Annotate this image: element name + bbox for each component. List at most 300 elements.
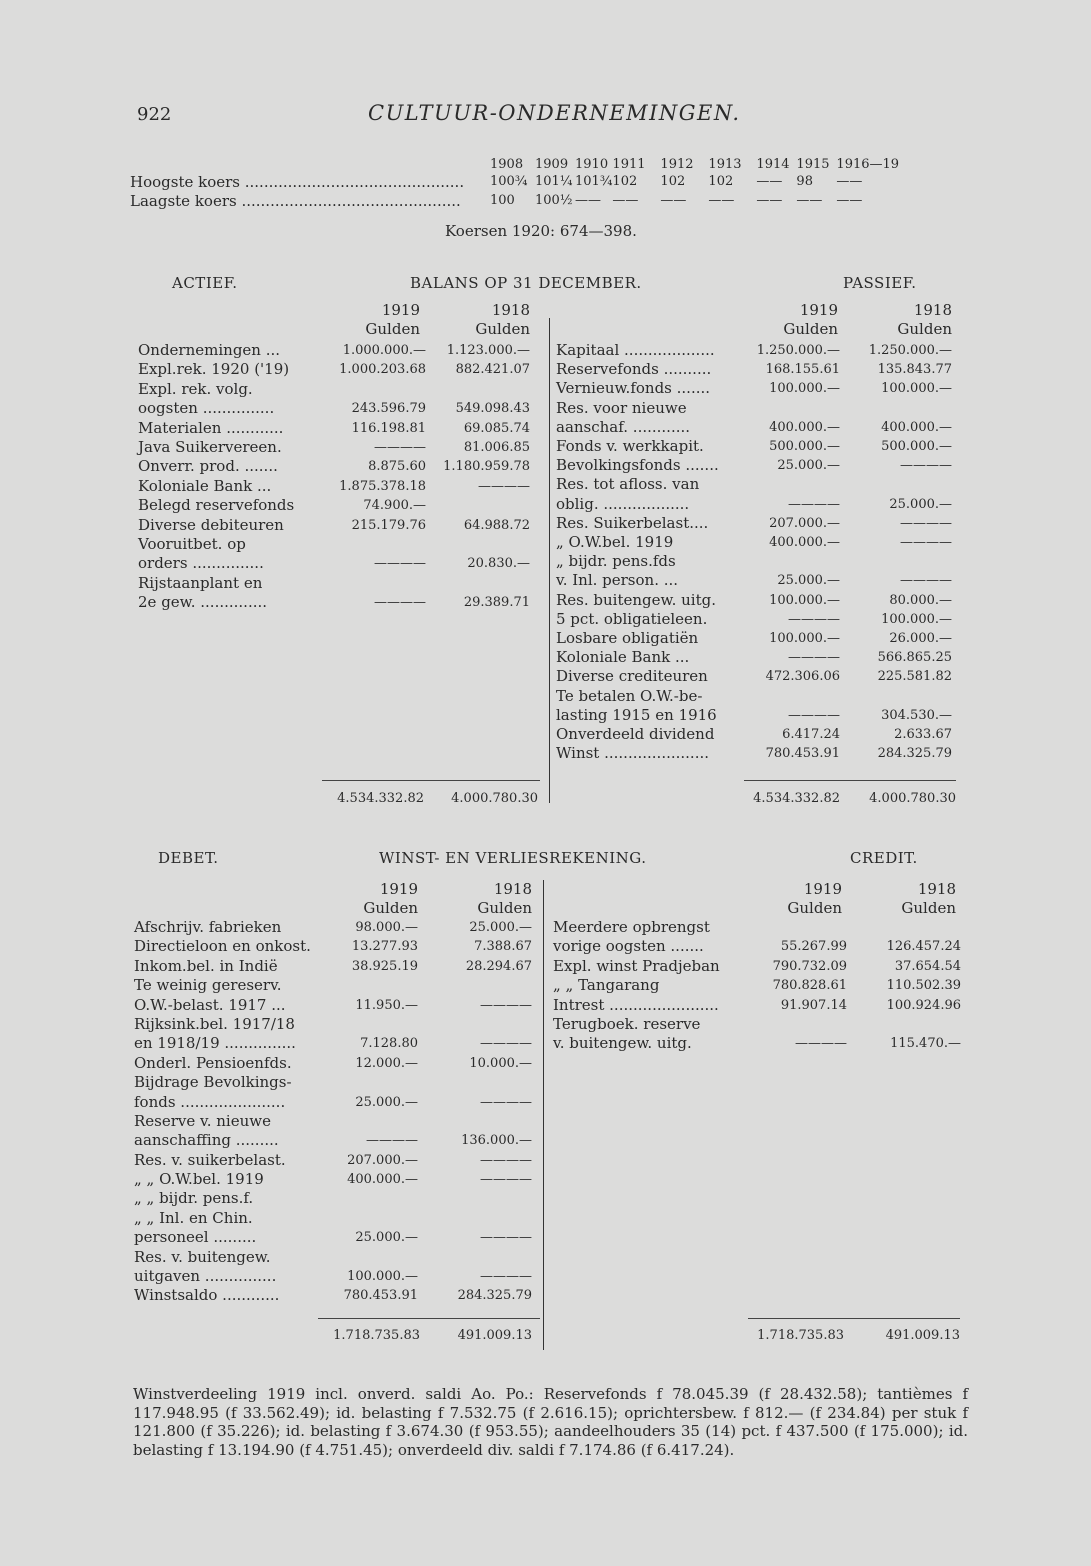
ledger-value-1918 — [426, 496, 530, 515]
ledger-value-1918: 500.000.— — [881, 439, 952, 455]
ledger-row — [138, 438, 530, 457]
year-cell: 1914 — [756, 157, 790, 172]
ledger-value-1919: 1.250.000.— — [756, 343, 840, 358]
koersen-value: 100 — [490, 193, 515, 208]
ledger-label: Res. Suikerbelast.... — [556, 513, 709, 532]
koersen-value: —— — [836, 174, 863, 189]
ledger-label: Expl.rek. 1920 ('19) — [138, 360, 290, 379]
ledger-row — [556, 379, 952, 398]
ledger-value-1919: 25.000.— — [355, 1230, 418, 1246]
ledger-label: Java Suikervereen. — [138, 437, 282, 456]
ledger-value-1918: 110.502.39 — [886, 978, 961, 994]
ledger-label: Meerdere opbrengst — [553, 918, 710, 936]
balans-passief-table — [556, 341, 952, 763]
winstverdeeling-note: Winstverdeeling 1919 incl. onverd. saldi Ao. Po.: Reservefonds f 78.045.39 (f 28.432.58); tantièmes f 117.948.95 (f 33.562.49); id. belasting f 7.532.75 (f 2.616.15); oprichtersbew. f 812.— (f 234.84) per stuk f 121.800 (f 35.226); id. belasting f 3.674.30 (f 953.55); aandeelhouders 35 (14) pct. f 437.500 (f 175.000); id. belasting f 13.194.90 (f 4.751.45); onverdeeld div. saldi f 7.174.86 (f 6.417.24). — [133, 1385, 968, 1459]
year-label: 1918 — [913, 301, 952, 319]
winst-right-total-rule — [748, 1318, 960, 1319]
ledger-row — [134, 1189, 532, 1208]
ledger-row — [138, 457, 530, 476]
ledger-label: aanschaf. ............ — [556, 417, 691, 436]
ledger-row — [556, 591, 952, 610]
unit-label: Gulden — [363, 899, 418, 917]
ledger-label: Koloniale Bank ... — [138, 476, 272, 495]
koersen-value: 102 — [612, 174, 638, 189]
ledger-label: Losbare obligatiën — [556, 629, 699, 648]
ledger-value-1918: 28.294.67 — [465, 958, 532, 974]
ledger-value-1919: ———— — [374, 595, 426, 611]
ledger-label: fonds ...................... — [134, 1092, 286, 1111]
ledger-label: Onverr. prod. ....... — [138, 457, 278, 476]
ledger-label: Vernieuw.fonds ....... — [556, 379, 711, 398]
koersen-value: —— — [756, 193, 783, 208]
ledger-value-1918 — [418, 1209, 532, 1228]
ledger-value-1919: 100.000.— — [769, 592, 840, 608]
ledger-value-1919: 13.277.93 — [351, 939, 418, 955]
ledger-value-1919: 100.000.— — [347, 1269, 418, 1285]
ledger-value-1918 — [418, 1248, 532, 1267]
ledger-row — [556, 533, 952, 552]
balans-passief-col2-head — [868, 301, 952, 339]
ledger-value-1919 — [338, 1073, 418, 1092]
ledger-value-1919 — [338, 380, 426, 399]
ledger-value-1918 — [418, 1189, 532, 1208]
koersen-row-label: Laagste koers .............................................. — [130, 192, 461, 210]
ledger-value-1918 — [418, 1073, 532, 1092]
ledger-row — [138, 554, 530, 573]
koersen-value: 98 — [796, 174, 813, 189]
ledger-value-1918: 284.325.79 — [457, 1288, 532, 1304]
ledger-label: Ondernemingen ... — [138, 341, 281, 359]
ledger-value-1918: 1.123.000.— — [446, 343, 530, 358]
ledger-value-1919: 780.453.91 — [765, 746, 840, 762]
ledger-label: Te weinig gereserv. — [134, 976, 282, 995]
ledger-row — [556, 706, 952, 725]
ledger-value-1918: 10.000.— — [469, 1055, 532, 1071]
ledger-row — [553, 957, 961, 976]
ledger-value-1919: 25.000.— — [777, 573, 840, 589]
ledger-value-1919: 1.875.378.18 — [339, 478, 426, 494]
ledger-value-1919: ———— — [366, 1133, 418, 1149]
ledger-value-1918: 304.530.— — [881, 707, 952, 723]
ledger-row — [556, 552, 952, 571]
ledger-value-1918: 2.633.67 — [894, 727, 952, 743]
ledger-value-1918: 100.000.— — [881, 611, 952, 627]
ledger-label: „ „ O.W.bel. 1919 — [134, 1170, 264, 1189]
ledger-value-1919: ———— — [788, 707, 840, 723]
ledger-value-1918: ———— — [478, 478, 530, 494]
ledger-row — [134, 1073, 532, 1092]
ledger-value-1919 — [752, 475, 840, 494]
koersen-row-high — [130, 173, 899, 192]
ledger-row — [134, 1228, 532, 1247]
ledger-row — [556, 610, 952, 629]
ledger-label: Diverse debiteuren — [138, 515, 284, 534]
ledger-value-1919 — [338, 1015, 418, 1034]
ledger-label: Res. v. suikerbelast. — [134, 1150, 286, 1169]
ledger-label: Winstsaldo ............ — [134, 1286, 280, 1305]
ledger-value-1918: 882.421.07 — [455, 362, 530, 378]
balans-divider — [549, 318, 550, 803]
ledger-value-1919 — [338, 1189, 418, 1208]
ledger-value-1918: 100.924.96 — [886, 997, 961, 1013]
ledger-value-1919 — [338, 1248, 418, 1267]
ledger-row — [138, 477, 530, 496]
winst-debet-col2-head — [452, 880, 532, 918]
ledger-label: Kapitaal ................... — [556, 341, 715, 359]
ledger-label: „ O.W.bel. 1919 — [556, 533, 674, 552]
ledger-row — [134, 1054, 532, 1073]
ledger-value-1918: 20.830.— — [467, 556, 530, 572]
ledger-label: Rijstaanplant en — [138, 573, 263, 592]
ledger-label: lasting 1915 en 1916 — [556, 705, 717, 724]
ledger-label: Te betalen O.W.-be- — [556, 686, 703, 705]
ledger-row — [138, 419, 530, 438]
ledger-label: Terugboek. reserve — [553, 1014, 701, 1033]
balans-left-title: ACTIEF. — [172, 274, 238, 292]
ledger-row — [134, 1151, 532, 1170]
ledger-value-1918: 126.457.24 — [886, 939, 961, 955]
ledger-label: Res. buitengew. uitg. — [556, 590, 716, 609]
ledger-value-1919: 11.950.— — [355, 997, 418, 1013]
ledger-value-1918: 135.843.77 — [877, 362, 952, 378]
ledger-row — [134, 1034, 532, 1053]
ledger-value-1919: 472.306.06 — [765, 669, 840, 685]
ledger-value-1919: 1.000.000.— — [342, 343, 426, 358]
ledger-row — [134, 1112, 532, 1131]
ledger-row — [553, 1034, 961, 1053]
ledger-row — [556, 571, 952, 590]
ledger-value-1918: ———— — [900, 458, 952, 474]
ledger-value-1918: 1.180.959.78 — [443, 459, 530, 475]
year-label: 1919 — [799, 301, 838, 319]
ledger-label: Onderl. Pensioenfds. — [134, 1053, 292, 1072]
ledger-value-1919: 38.925.19 — [351, 958, 418, 974]
ledger-value-1918: ———— — [900, 573, 952, 589]
winst-total-left-1919: 1.718.735.83 — [333, 1328, 420, 1343]
koersen-table — [130, 156, 899, 211]
year-cell: 1913 — [708, 157, 742, 172]
koersen-value: —— — [756, 174, 783, 189]
ledger-label: 5 pct. obligatieleen. — [556, 609, 708, 628]
ledger-label: Vooruitbet. op — [138, 534, 246, 553]
ledger-value-1919 — [338, 976, 418, 995]
year-cell: 1909 — [535, 157, 569, 172]
winst-total-right-1918: 491.009.13 — [885, 1328, 960, 1343]
ledger-value-1919: 6.417.24 — [782, 727, 840, 743]
ledger-value-1918: 1.250.000.— — [868, 343, 952, 358]
ledger-value-1918 — [840, 552, 952, 571]
ledger-row — [556, 687, 952, 706]
ledger-label: personeel ......... — [134, 1228, 257, 1247]
ledger-label: Reserve v. nieuwe — [134, 1111, 271, 1130]
ledger-label: Res. voor nieuwe — [556, 398, 687, 417]
ledger-value-1918: 100.000.— — [881, 381, 952, 397]
koersen-value: 102 — [708, 174, 734, 189]
ledger-row — [138, 380, 530, 399]
page-number: 922 — [137, 104, 172, 125]
ledger-value-1918: 26.000.— — [889, 631, 952, 647]
ledger-value-1919 — [752, 687, 840, 706]
year-cell: 1908 — [490, 157, 524, 172]
winst-debet-table — [134, 918, 532, 1306]
ledger-value-1918: 64.988.72 — [463, 517, 530, 533]
ledger-value-1919: 98.000.— — [355, 920, 418, 935]
ledger-value-1918 — [426, 574, 530, 593]
year-label: 1919 — [379, 880, 418, 898]
koersen-value: 101¾ — [575, 174, 613, 189]
ledger-value-1919: 7.128.80 — [360, 1036, 418, 1052]
ledger-row — [556, 495, 952, 514]
ledger-value-1919: 8.875.60 — [368, 459, 426, 475]
ledger-value-1919: 400.000.— — [769, 419, 840, 435]
koersen-years-row — [130, 156, 899, 173]
ledger-label: v. Inl. person. ... — [556, 571, 679, 590]
ledger-label: Onverdeeld dividend — [556, 725, 715, 744]
koersen-value: —— — [796, 193, 823, 208]
balans-total-left-1919: 4.534.332.82 — [337, 791, 424, 806]
ledger-value-1918: 25.000.— — [889, 496, 952, 512]
koersen-row-low — [130, 192, 899, 211]
winst-right-title: CREDIT. — [850, 849, 918, 867]
ledger-value-1919 — [752, 552, 840, 571]
ledger-row — [138, 593, 530, 612]
ledger-value-1919 — [757, 1015, 847, 1034]
ledger-label: O.W.-belast. 1917 ... — [134, 995, 286, 1014]
ledger-value-1919: 100.000.— — [769, 631, 840, 647]
ledger-row — [553, 996, 961, 1015]
winst-credit-col1-head — [764, 880, 842, 918]
ledger-value-1919: 400.000.— — [769, 535, 840, 551]
ledger-value-1919: 780.453.91 — [343, 1288, 418, 1304]
ledger-row — [138, 496, 530, 515]
year-cell: 1912 — [660, 157, 694, 172]
balans-total-left-1918: 4.000.780.30 — [451, 791, 538, 806]
year-cell: 1916—19 — [836, 157, 900, 172]
koersen-note: Koersen 1920: 674—398. — [445, 222, 637, 240]
koersen-row-label: Hoogste koers .............................................. — [130, 173, 465, 191]
year-cell: 1911 — [612, 157, 646, 172]
unit-label: Gulden — [901, 899, 956, 917]
ledger-row — [556, 437, 952, 456]
ledger-row — [134, 1170, 532, 1189]
ledger-row — [553, 1015, 961, 1034]
ledger-row — [556, 399, 952, 418]
balans-right-title: PASSIEF. — [843, 274, 917, 292]
ledger-value-1918 — [847, 918, 961, 937]
balans-right-total-rule — [744, 780, 956, 781]
ledger-value-1919 — [338, 1209, 418, 1228]
ledger-value-1918: ———— — [480, 1036, 532, 1052]
ledger-label: vorige oogsten ....... — [553, 937, 704, 956]
ledger-row — [556, 667, 952, 686]
ledger-value-1919: ———— — [374, 439, 426, 455]
unit-label: Gulden — [897, 320, 952, 338]
ledger-row — [556, 629, 952, 648]
ledger-row — [134, 957, 532, 976]
koersen-value: —— — [836, 193, 863, 208]
ledger-row — [553, 918, 961, 937]
ledger-value-1919: 55.267.99 — [780, 939, 847, 955]
balans-actief-table — [138, 341, 530, 612]
ledger-value-1918: 29.389.71 — [463, 595, 530, 611]
ledger-value-1919: 116.198.81 — [351, 420, 426, 436]
unit-label: Gulden — [365, 320, 420, 338]
koersen-value: 100¾ — [490, 174, 528, 189]
ledger-label: Expl. winst Pradjeban — [553, 956, 720, 975]
ledger-row — [134, 1015, 532, 1034]
ledger-label: Materialen ............ — [138, 418, 284, 437]
running-title: CULTUUR-ONDERNEMINGEN. — [368, 101, 741, 125]
ledger-value-1918 — [418, 976, 532, 995]
ledger-value-1919: ———— — [374, 556, 426, 572]
ledger-row — [134, 1248, 532, 1267]
ledger-row — [134, 1093, 532, 1112]
balans-left-total-rule — [322, 780, 540, 781]
ledger-row — [134, 937, 532, 956]
ledger-value-1919: 168.155.61 — [765, 362, 840, 378]
ledger-label: Bijdrage Bevolkings- — [134, 1073, 292, 1092]
ledger-value-1918: ———— — [480, 1152, 532, 1168]
ledger-row — [138, 360, 530, 379]
ledger-value-1918: 25.000.— — [469, 920, 532, 935]
winst-credit-table — [553, 918, 961, 1054]
ledger-row — [556, 514, 952, 533]
ledger-label: v. buitengew. uitg. — [553, 1034, 692, 1053]
ledger-label: orders ............... — [138, 554, 264, 573]
ledger-value-1918: ———— — [480, 1172, 532, 1188]
ledger-value-1918: 37.654.54 — [894, 958, 961, 974]
ledger-value-1919: 12.000.— — [355, 1055, 418, 1071]
ledger-row — [138, 535, 530, 554]
ledger-row — [556, 744, 952, 763]
ledger-row — [134, 1209, 532, 1228]
ledger-label: Expl. rek. volg. — [138, 379, 253, 398]
ledger-row — [556, 341, 952, 360]
ledger-value-1919 — [338, 574, 426, 593]
ledger-label: Res. tot afloss. van — [556, 475, 700, 494]
ledger-row — [138, 399, 530, 418]
koersen-value: 100½ — [535, 193, 573, 208]
ledger-row — [556, 456, 952, 475]
ledger-row — [556, 418, 952, 437]
ledger-label: en 1918/19 ............... — [134, 1034, 296, 1053]
ledger-label: uitgaven ............... — [134, 1267, 277, 1286]
ledger-value-1919: ———— — [788, 611, 840, 627]
ledger-row — [556, 725, 952, 744]
year-cell: 1915 — [796, 157, 830, 172]
ledger-value-1919 — [757, 918, 847, 937]
koersen-value: 102 — [660, 174, 686, 189]
ledger-value-1918: ———— — [480, 1269, 532, 1285]
ledger-label: Intrest ....................... — [553, 995, 719, 1014]
ledger-label: Afschrijv. fabrieken — [134, 918, 282, 936]
ledger-value-1919: 74.900.— — [363, 498, 426, 514]
ledger-value-1918 — [840, 475, 952, 494]
ledger-row — [134, 918, 532, 937]
winst-total-right-1919: 1.718.735.83 — [757, 1328, 844, 1343]
ledger-value-1919: 100.000.— — [769, 381, 840, 397]
winst-credit-col2-head — [872, 880, 956, 918]
year-label: 1918 — [493, 880, 532, 898]
ledger-value-1918: ———— — [900, 535, 952, 551]
ledger-label: „ „ bijdr. pens.f. — [134, 1189, 254, 1208]
ledger-value-1919 — [338, 1112, 418, 1131]
ledger-label: Belegd reservefonds — [138, 496, 295, 515]
ledger-row — [556, 475, 952, 494]
balans-total-right-1919: 4.534.332.82 — [753, 791, 840, 806]
ledger-value-1918: 69.085.74 — [463, 420, 530, 436]
ledger-row — [138, 574, 530, 593]
ledger-value-1919: 25.000.— — [355, 1094, 418, 1110]
balans-title: BALANS OP 31 DECEMBER. — [410, 274, 642, 292]
ledger-label: oblig. .................. — [556, 494, 690, 513]
ledger-label: Rijksink.bel. 1917/18 — [134, 1014, 295, 1033]
year-label: 1918 — [491, 301, 530, 319]
ledger-label: Reservefonds .......... — [556, 360, 712, 379]
ledger-label: Bevolkingsfonds ....... — [556, 456, 719, 475]
ledger-label: Res. v. buitengew. — [134, 1247, 271, 1266]
ledger-label: Diverse crediteuren — [556, 667, 708, 686]
ledger-row — [134, 1286, 532, 1305]
winst-total-left-1918: 491.009.13 — [457, 1328, 532, 1343]
ledger-label: „ „ Tangarang — [553, 976, 660, 995]
year-cell: 1910 — [575, 157, 609, 172]
ledger-value-1919: 25.000.— — [777, 458, 840, 474]
ledger-value-1918: 136.000.— — [461, 1133, 532, 1149]
ledger-value-1919: 91.907.14 — [780, 997, 847, 1013]
koersen-value: —— — [708, 193, 735, 208]
winst-debet-col1-head — [340, 880, 418, 918]
balans-total-right-1918: 4.000.780.30 — [869, 791, 956, 806]
ledger-label: 2e gew. .............. — [138, 593, 268, 612]
koersen-value: —— — [612, 193, 639, 208]
koersen-value: —— — [660, 193, 687, 208]
ledger-row — [134, 976, 532, 995]
unit-label: Gulden — [783, 320, 838, 338]
ledger-value-1919: ———— — [788, 496, 840, 512]
ledger-value-1918 — [418, 1015, 532, 1034]
ledger-value-1918: 80.000.— — [889, 592, 952, 608]
ledger-row — [556, 360, 952, 379]
ledger-value-1919: 243.596.79 — [351, 401, 426, 417]
ledger-value-1918: ———— — [900, 515, 952, 531]
ledger-value-1919: 790.732.09 — [772, 958, 847, 974]
ledger-value-1919 — [752, 399, 840, 418]
winst-divider — [543, 880, 544, 1350]
unit-label: Gulden — [477, 899, 532, 917]
ledger-row — [134, 996, 532, 1015]
ledger-value-1919: 500.000.— — [769, 439, 840, 455]
unit-label: Gulden — [787, 899, 842, 917]
ledger-value-1919: 1.000.203.68 — [339, 362, 426, 378]
ledger-row — [138, 516, 530, 535]
year-label: 1918 — [917, 880, 956, 898]
ledger-value-1919: 400.000.— — [347, 1172, 418, 1188]
ledger-label: Fonds v. werkkapit. — [556, 437, 704, 456]
ledger-value-1918 — [426, 535, 530, 554]
ledger-label: „ „ Inl. en Chin. — [134, 1208, 253, 1227]
koersen-value: —— — [575, 193, 601, 208]
ledger-value-1918 — [418, 1112, 532, 1131]
ledger-value-1918: ———— — [480, 1094, 532, 1110]
year-label: 1919 — [381, 301, 420, 319]
ledger-value-1918: ———— — [480, 1230, 532, 1246]
balans-actief-col1-head — [340, 301, 420, 339]
ledger-label: oogsten ............... — [138, 399, 275, 418]
ledger-value-1919: 207.000.— — [769, 515, 840, 531]
ledger-row — [138, 341, 530, 360]
ledger-value-1918: 7.388.67 — [474, 939, 532, 955]
